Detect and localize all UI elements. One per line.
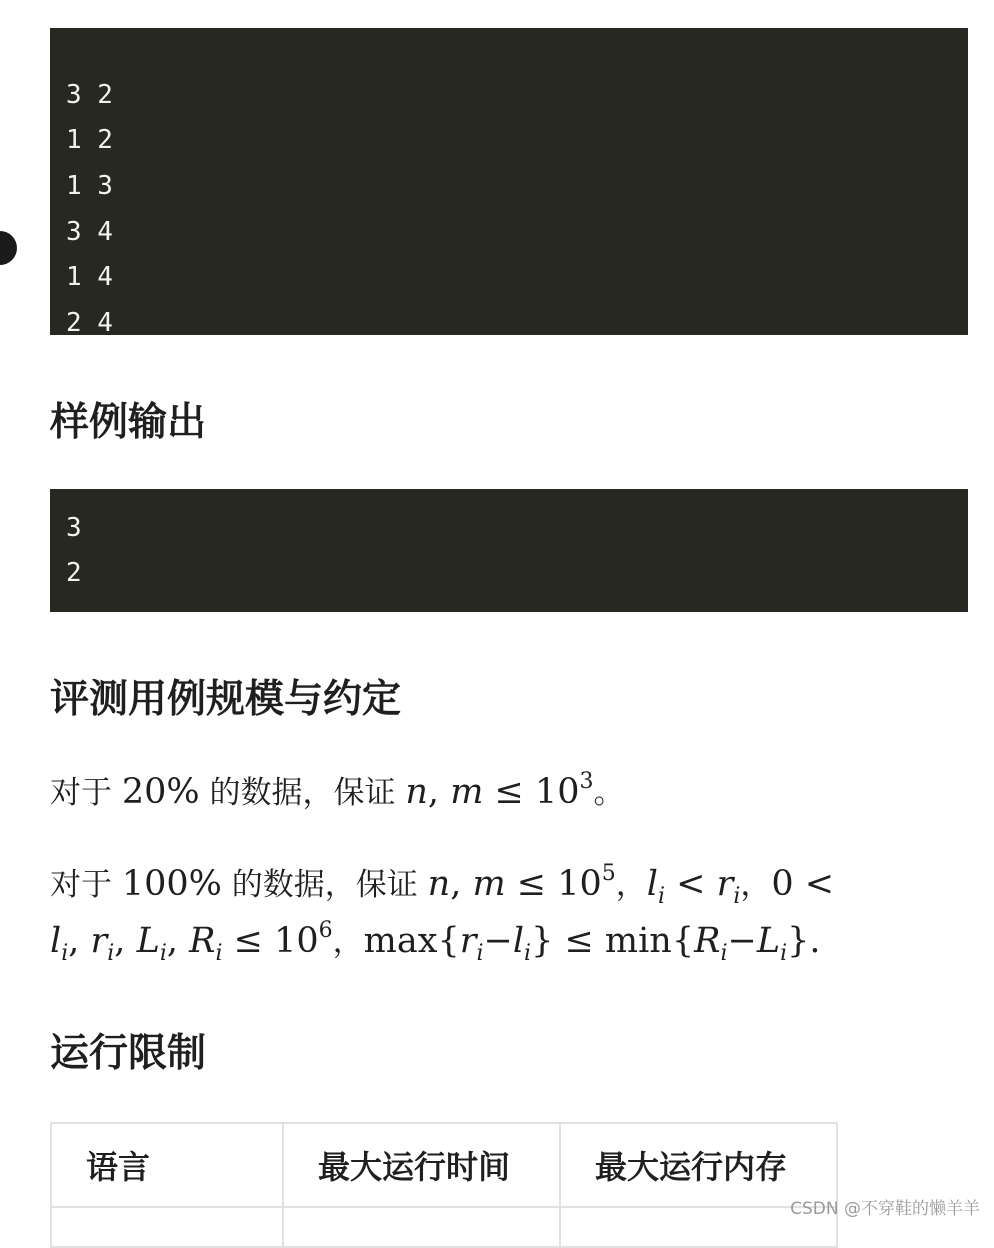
limits-section-heading: 运行限制 (50, 1031, 207, 1076)
table-header-row (51, 1123, 837, 1207)
column-header-language: 语言 (51, 1123, 283, 1207)
column-header-max-time: 最大运行时间 (283, 1123, 560, 1207)
math-zero-less: 0 < (771, 864, 835, 904)
column-header-max-memory: 最大运行内存 (560, 1123, 837, 1207)
code-line: 3 (66, 513, 82, 543)
constraint-paragraph-100-cont: $l_i$, $r_i$, $L_i$, $R_i \le 10^6$，$\max\{r_i-l_i\} \le \min\{R_i-L_i\}$. (50, 918, 821, 966)
csdn-watermark: CSDN @不穿鞋的懒羊羊 (790, 1199, 980, 1219)
code-line: 1 2 (66, 125, 113, 155)
code-line: 1 4 (66, 262, 113, 292)
table-cell (51, 1207, 283, 1247)
constraint-paragraph-20: 对于 20% 的数据，保证 n, $m \le 10^3$。 (50, 769, 625, 812)
math-max-min: $\max\{r_i-l_i\} \le \min\{R_i-L_i\}$. (363, 921, 821, 966)
math-n-m-bound: n, $m \le 10^3$ (405, 769, 594, 812)
scale-section-heading: 评测用例规模与约定 (50, 677, 402, 722)
limits-table (50, 1122, 838, 1248)
code-line: 3 4 (66, 217, 113, 247)
math-l-less-r: $l_i < r_i$ (646, 864, 741, 909)
sample-input-code-block (50, 28, 968, 338)
math-range-bound: $l_i$, $r_i$, $L_i$, $R_i \le 10^6$ (50, 918, 333, 966)
code-line: 2 4 (66, 308, 113, 338)
sample-output-code-block (50, 489, 968, 612)
constraint-paragraph-100: 对于 100% 的数据，保证 n, $m \le 10^5$，$l_i < r_i$，0 < (50, 861, 835, 909)
table-row (51, 1207, 837, 1247)
sample-output-heading: 样例输出 (50, 400, 207, 445)
code-line: 2 (66, 558, 82, 588)
math-n-m-bound-100: n, $m \le 10^5$ (427, 861, 616, 904)
side-marker-dot (0, 231, 17, 265)
code-line: 3 2 (66, 80, 113, 110)
table-cell (283, 1207, 560, 1247)
code-line: 1 3 (66, 171, 113, 201)
